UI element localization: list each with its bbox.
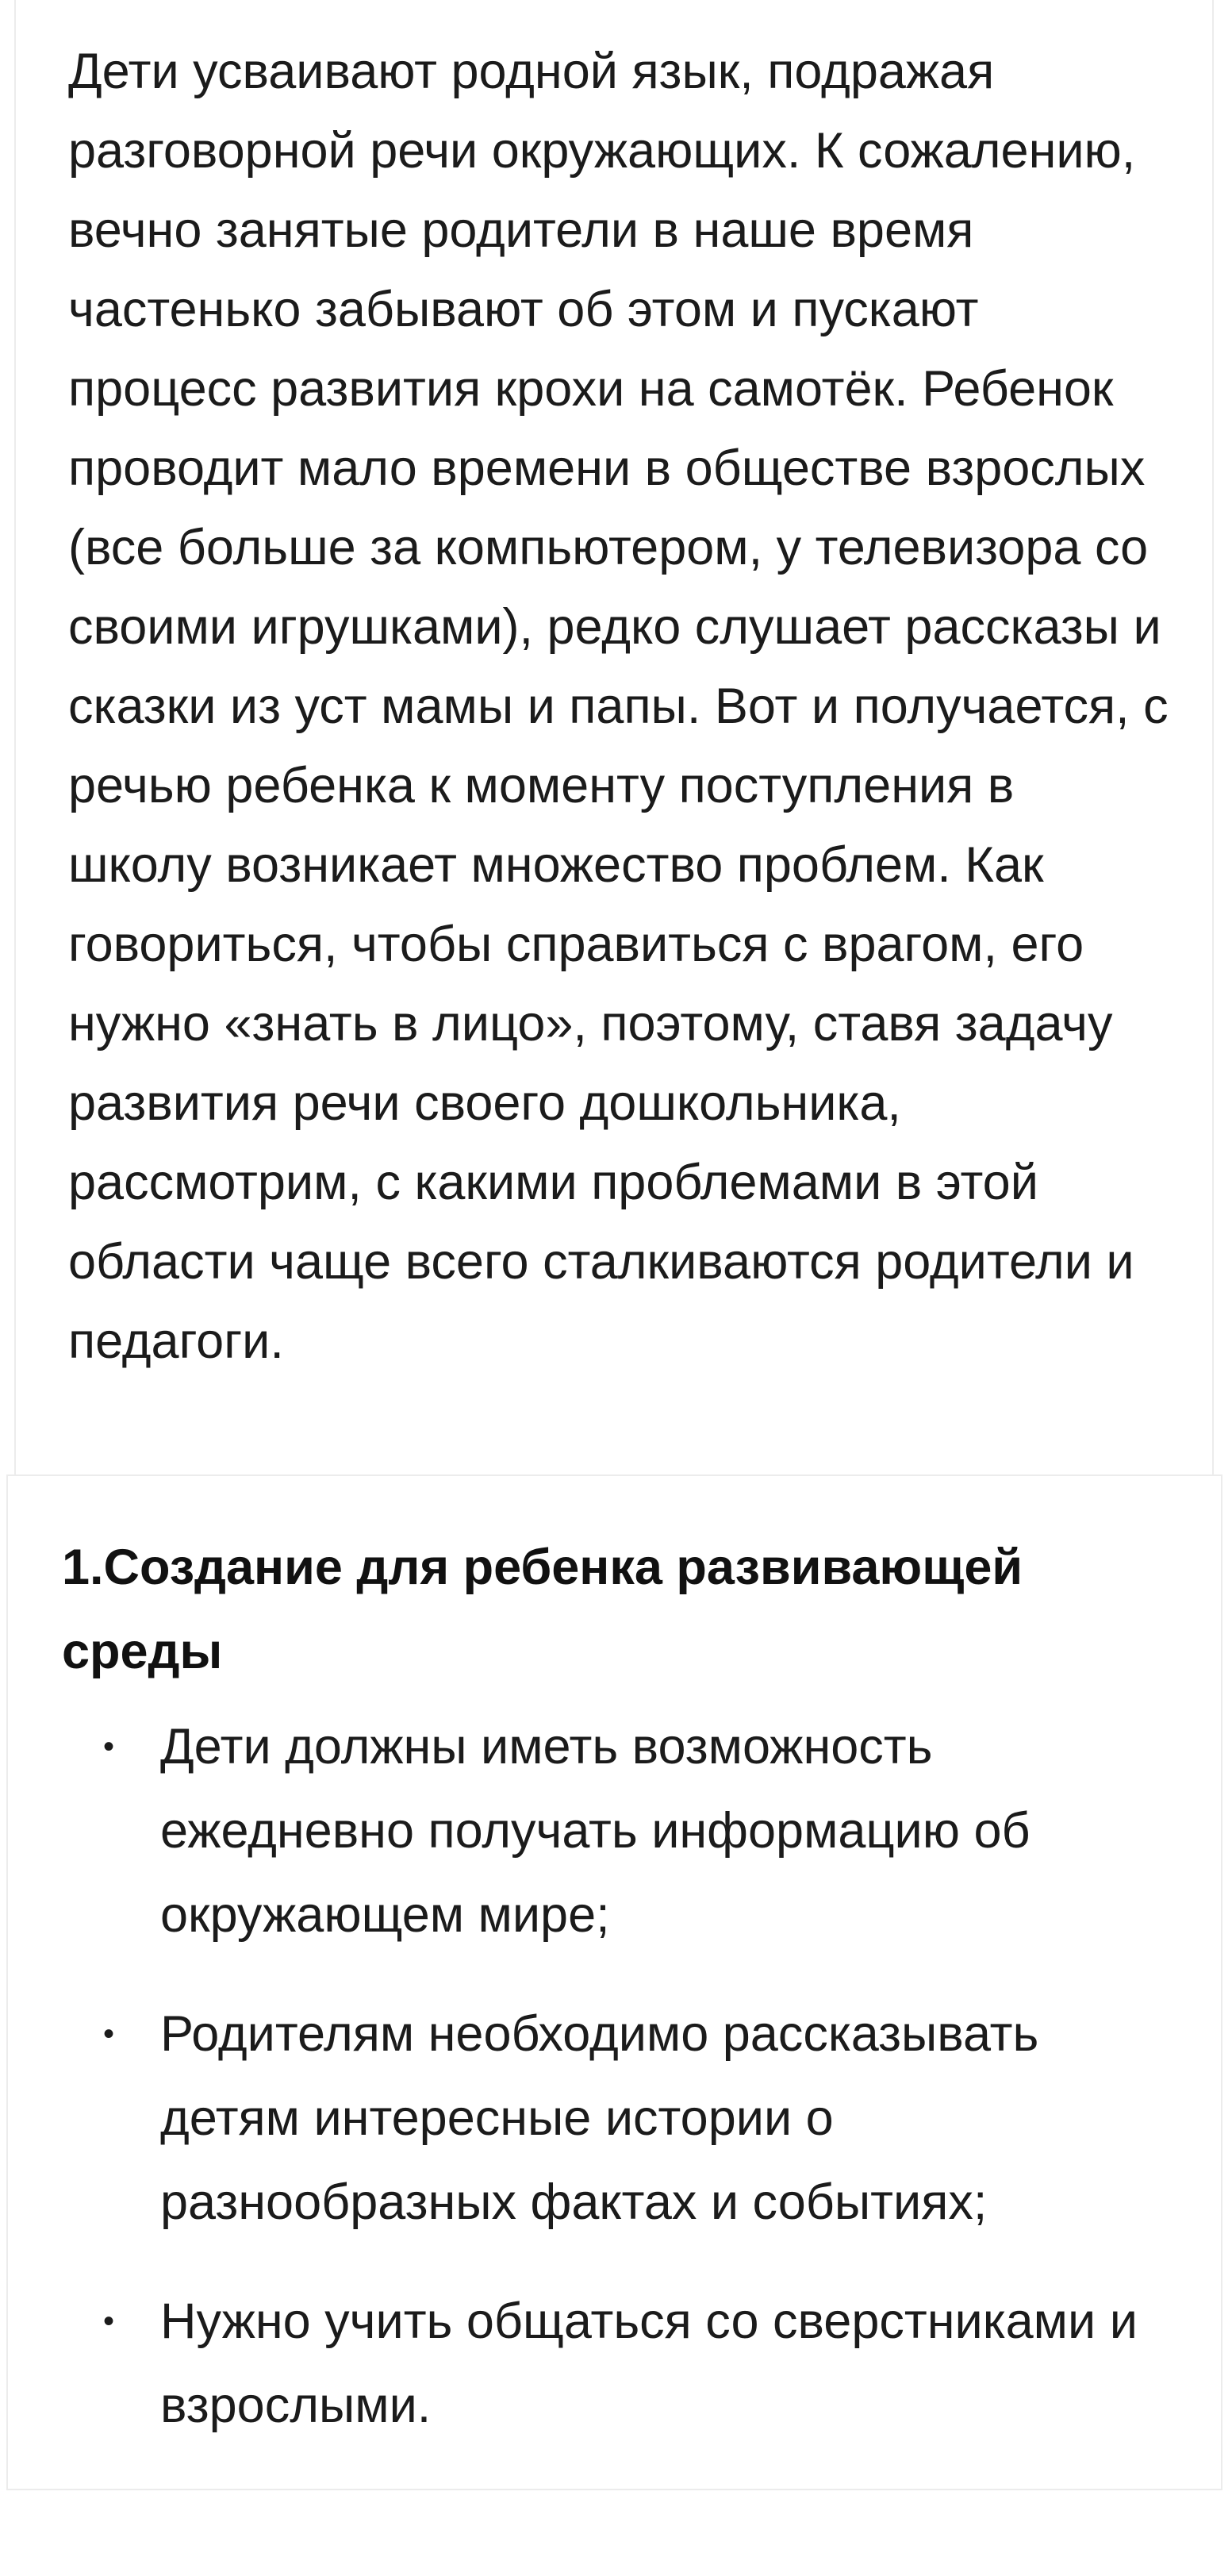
- list-item: [62, 1705, 1181, 1957]
- section-heading: 1.Создание для ребенка развивающей среды: [62, 1540, 1023, 1679]
- list-item-text: Нужно учить общаться со сверстниками и взрослыми.: [160, 2293, 1138, 2433]
- list-item: [62, 2279, 1181, 2447]
- list-item-text: Родителям необходимо рассказывать детям интересные истории о разнообразных фактах и событиях;: [160, 2006, 1039, 2230]
- list-item-text: Дети должны иметь возможность ежедневно получать информацию об окружающем мире;: [160, 1719, 1031, 1943]
- intro-paragraph: Дети усваивают родной язык, подражая разговорной речи окружающих. К сожалению, вечно занятые родители в наше время частенько забывают об этом и пускают процесс развития крохи на самотёк. Ребенок проводит мало времени в обществе взрослых (все больше за компьютером, у телевизора со своими игрушками), редко слушает рассказы и сказки из уст мамы и папы. Вот и получается, с речью ребенка к моменту поступления в школу возникает множество проблем. Как говориться, чтобы справиться с врагом, его нужно «знать в лицо», поэтому, ставя задачу развития речи своего дошкольника, рассмотрим, с какими проблемами в этой области чаще всего сталкиваются родители и педагоги.: [68, 44, 1169, 1369]
- bullet-list: [62, 1705, 1181, 2447]
- bullet-icon: •: [103, 1729, 115, 1764]
- bullet-icon: •: [103, 2017, 115, 2051]
- intro-card: [14, 0, 1214, 1478]
- bullet-icon: •: [103, 2304, 115, 2339]
- list-item: [62, 1992, 1181, 2244]
- section-card: [6, 1474, 1222, 2490]
